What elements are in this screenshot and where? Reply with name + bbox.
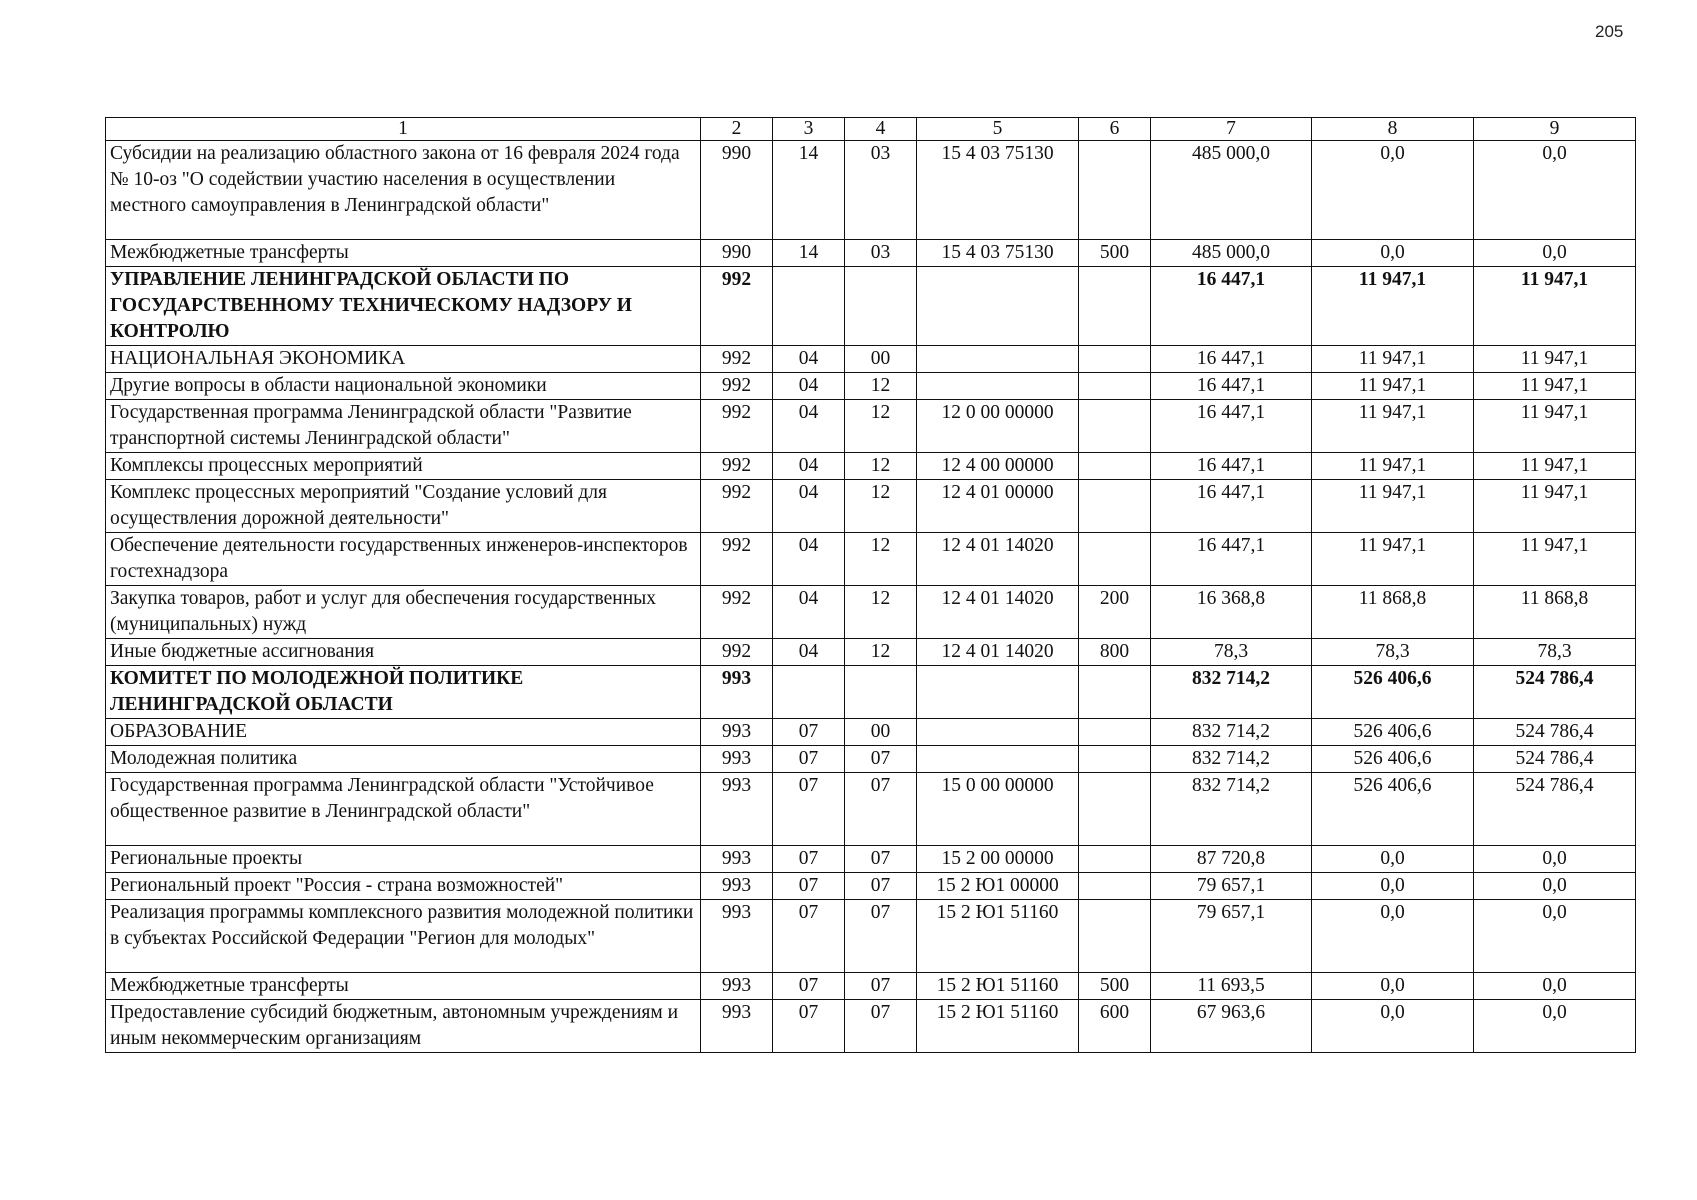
cell-admin-code: 993 (701, 773, 773, 846)
item-name: Субсидии на реализацию областного закона от 16 февраля 2024 года № 10-оз "О содействии участию населения в осуществлении местного самоуправления в Ленинградской области" (106, 141, 701, 240)
cell-amount-col7: 78,3 (1151, 639, 1312, 666)
cell-admin-code: 990 (701, 240, 773, 267)
cell-amount-col9: 11 947,1 (1474, 400, 1636, 453)
table-row (106, 900, 1636, 973)
cell-amount-col7: 485 000,0 (1151, 141, 1312, 240)
cell-section (773, 666, 845, 719)
cell-amount-col9: 0,0 (1474, 900, 1636, 973)
cell-expense-type (1079, 400, 1151, 453)
cell-admin-code: 993 (701, 1000, 773, 1053)
cell-amount-col8: 526 406,6 (1312, 746, 1474, 773)
cell-amount-col8: 526 406,6 (1312, 773, 1474, 846)
page-number: 205 (1595, 22, 1624, 41)
table-row (106, 1000, 1636, 1053)
cell-target-article: 15 2 Ю1 51160 (917, 1000, 1079, 1053)
cell-amount-col9: 11 947,1 (1474, 533, 1636, 586)
item-name: Государственная программа Ленинградской области "Развитие транспортной системы Ленинградской области" (106, 400, 701, 453)
cell-admin-code: 993 (701, 666, 773, 719)
cell-expense-type: 500 (1079, 973, 1151, 1000)
cell-amount-col8: 0,0 (1312, 1000, 1474, 1053)
cell-section (773, 267, 845, 346)
column-header: 7 (1151, 118, 1312, 141)
cell-amount-col7: 16 447,1 (1151, 453, 1312, 480)
cell-amount-col9: 524 786,4 (1474, 746, 1636, 773)
cell-expense-type (1079, 533, 1151, 586)
cell-subsection: 12 (845, 639, 917, 666)
table-row (106, 586, 1636, 639)
cell-subsection (845, 267, 917, 346)
cell-target-article: 12 0 00 00000 (917, 400, 1079, 453)
cell-amount-col7: 11 693,5 (1151, 973, 1312, 1000)
cell-subsection: 12 (845, 373, 917, 400)
column-header: 1 (106, 118, 701, 141)
table-row (106, 719, 1636, 746)
cell-expense-type (1079, 773, 1151, 846)
cell-amount-col7: 16 447,1 (1151, 400, 1312, 453)
cell-amount-col9: 11 947,1 (1474, 480, 1636, 533)
cell-admin-code: 990 (701, 141, 773, 240)
table-row (106, 746, 1636, 773)
cell-expense-type (1079, 480, 1151, 533)
cell-amount-col7: 832 714,2 (1151, 666, 1312, 719)
cell-amount-col7: 87 720,8 (1151, 846, 1312, 873)
cell-admin-code: 992 (701, 267, 773, 346)
cell-amount-col7: 832 714,2 (1151, 719, 1312, 746)
cell-amount-col8: 0,0 (1312, 900, 1474, 973)
cell-target-article (917, 267, 1079, 346)
item-name: Региональные проекты (106, 846, 701, 873)
cell-admin-code: 992 (701, 373, 773, 400)
cell-subsection: 00 (845, 346, 917, 373)
cell-amount-col9: 0,0 (1474, 873, 1636, 900)
cell-section: 07 (773, 719, 845, 746)
table-row (106, 346, 1636, 373)
cell-expense-type (1079, 141, 1151, 240)
cell-amount-col8: 11 947,1 (1312, 400, 1474, 453)
cell-amount-col9: 0,0 (1474, 1000, 1636, 1053)
cell-admin-code: 992 (701, 346, 773, 373)
cell-amount-col7: 16 447,1 (1151, 346, 1312, 373)
item-name: Закупка товаров, работ и услуг для обеспечения государственных (муниципальных) нужд (106, 586, 701, 639)
cell-subsection: 07 (845, 900, 917, 973)
cell-subsection: 03 (845, 141, 917, 240)
table-row (106, 480, 1636, 533)
cell-target-article: 15 4 03 75130 (917, 141, 1079, 240)
cell-admin-code: 993 (701, 873, 773, 900)
item-name: Региональный проект "Россия - страна возможностей" (106, 873, 701, 900)
cell-target-article: 12 4 01 14020 (917, 639, 1079, 666)
cell-amount-col9: 11 868,8 (1474, 586, 1636, 639)
cell-subsection: 07 (845, 1000, 917, 1053)
cell-amount-col9: 524 786,4 (1474, 719, 1636, 746)
budget-table (105, 117, 1636, 1053)
cell-amount-col8: 526 406,6 (1312, 719, 1474, 746)
item-name: Обеспечение деятельности государственных инженеров-инспекторов гостехнадзора (106, 533, 701, 586)
cell-amount-col7: 832 714,2 (1151, 746, 1312, 773)
cell-amount-col9: 78,3 (1474, 639, 1636, 666)
item-name: Иные бюджетные ассигнования (106, 639, 701, 666)
cell-admin-code: 992 (701, 400, 773, 453)
cell-section: 07 (773, 746, 845, 773)
cell-target-article (917, 719, 1079, 746)
cell-amount-col9: 11 947,1 (1474, 373, 1636, 400)
cell-amount-col8: 11 947,1 (1312, 373, 1474, 400)
cell-expense-type (1079, 373, 1151, 400)
cell-amount-col9: 11 947,1 (1474, 453, 1636, 480)
cell-section: 14 (773, 240, 845, 267)
cell-amount-col9: 0,0 (1474, 141, 1636, 240)
cell-section: 04 (773, 480, 845, 533)
item-name: НАЦИОНАЛЬНАЯ ЭКОНОМИКА (106, 346, 701, 373)
cell-expense-type: 800 (1079, 639, 1151, 666)
item-name: Межбюджетные трансферты (106, 973, 701, 1000)
cell-section: 04 (773, 373, 845, 400)
column-header: 5 (917, 118, 1079, 141)
item-name: УПРАВЛЕНИЕ ЛЕНИНГРАДСКОЙ ОБЛАСТИ ПО ГОСУДАРСТВЕННОМУ ТЕХНИЧЕСКОМУ НАДЗОРУ И КОНТРОЛЮ (106, 267, 701, 346)
cell-amount-col8: 0,0 (1312, 973, 1474, 1000)
cell-expense-type (1079, 719, 1151, 746)
cell-amount-col8: 78,3 (1312, 639, 1474, 666)
column-header: 3 (773, 118, 845, 141)
cell-subsection: 07 (845, 973, 917, 1000)
cell-subsection: 12 (845, 533, 917, 586)
cell-admin-code: 992 (701, 533, 773, 586)
cell-target-article: 12 4 01 14020 (917, 586, 1079, 639)
column-header: 4 (845, 118, 917, 141)
table-row (106, 639, 1636, 666)
cell-amount-col7: 16 447,1 (1151, 267, 1312, 346)
cell-target-article (917, 346, 1079, 373)
table-row (106, 773, 1636, 846)
cell-amount-col9: 11 947,1 (1474, 267, 1636, 346)
cell-expense-type: 200 (1079, 586, 1151, 639)
cell-admin-code: 992 (701, 480, 773, 533)
cell-amount-col7: 79 657,1 (1151, 900, 1312, 973)
table-row (106, 973, 1636, 1000)
cell-target-article (917, 666, 1079, 719)
cell-expense-type (1079, 666, 1151, 719)
cell-subsection: 12 (845, 453, 917, 480)
cell-admin-code: 993 (701, 900, 773, 973)
table-row (106, 533, 1636, 586)
cell-amount-col7: 79 657,1 (1151, 873, 1312, 900)
item-name: Реализация программы комплексного развития молодежной политики в субъектах Российской Федерации "Регион для молодых" (106, 900, 701, 973)
cell-expense-type: 500 (1079, 240, 1151, 267)
column-header: 2 (701, 118, 773, 141)
cell-amount-col7: 67 963,6 (1151, 1000, 1312, 1053)
cell-section: 04 (773, 400, 845, 453)
cell-section: 04 (773, 639, 845, 666)
cell-section: 07 (773, 1000, 845, 1053)
cell-amount-col7: 485 000,0 (1151, 240, 1312, 267)
item-name: Комплекс процессных мероприятий "Создание условий для осуществления дорожной деятельности" (106, 480, 701, 533)
item-name: КОМИТЕТ ПО МОЛОДЕЖНОЙ ПОЛИТИКЕ ЛЕНИНГРАДСКОЙ ОБЛАСТИ (106, 666, 701, 719)
table-row (106, 666, 1636, 719)
table-row (106, 846, 1636, 873)
cell-subsection: 07 (845, 746, 917, 773)
table-row (106, 240, 1636, 267)
cell-target-article (917, 746, 1079, 773)
cell-section: 04 (773, 533, 845, 586)
cell-amount-col8: 11 947,1 (1312, 480, 1474, 533)
cell-section: 04 (773, 453, 845, 480)
cell-amount-col8: 526 406,6 (1312, 666, 1474, 719)
cell-amount-col9: 524 786,4 (1474, 666, 1636, 719)
table-row (106, 141, 1636, 240)
item-name: Другие вопросы в области национальной экономики (106, 373, 701, 400)
item-name: Предоставление субсидий бюджетным, автономным учреждениям и иным некоммерческим организациям (106, 1000, 701, 1053)
cell-section: 07 (773, 900, 845, 973)
cell-target-article: 12 4 01 00000 (917, 480, 1079, 533)
cell-admin-code: 992 (701, 453, 773, 480)
column-header: 6 (1079, 118, 1151, 141)
cell-subsection: 12 (845, 480, 917, 533)
cell-section: 07 (773, 773, 845, 846)
cell-amount-col8: 0,0 (1312, 240, 1474, 267)
cell-amount-col8: 0,0 (1312, 873, 1474, 900)
cell-section: 04 (773, 586, 845, 639)
cell-admin-code: 992 (701, 586, 773, 639)
cell-section: 07 (773, 846, 845, 873)
cell-amount-col9: 0,0 (1474, 240, 1636, 267)
cell-target-article: 15 2 00 00000 (917, 846, 1079, 873)
table-body (106, 118, 1636, 1053)
cell-subsection (845, 666, 917, 719)
cell-admin-code: 992 (701, 639, 773, 666)
cell-subsection: 03 (845, 240, 917, 267)
item-name: ОБРАЗОВАНИЕ (106, 719, 701, 746)
table-row (106, 400, 1636, 453)
item-name: Молодежная политика (106, 746, 701, 773)
item-name: Комплексы процессных мероприятий (106, 453, 701, 480)
cell-amount-col8: 0,0 (1312, 141, 1474, 240)
cell-amount-col8: 0,0 (1312, 846, 1474, 873)
cell-amount-col9: 0,0 (1474, 846, 1636, 873)
cell-amount-col8: 11 868,8 (1312, 586, 1474, 639)
cell-amount-col8: 11 947,1 (1312, 453, 1474, 480)
cell-amount-col7: 16 368,8 (1151, 586, 1312, 639)
cell-amount-col8: 11 947,1 (1312, 267, 1474, 346)
cell-target-article: 15 2 Ю1 51160 (917, 900, 1079, 973)
cell-target-article (917, 373, 1079, 400)
cell-expense-type (1079, 900, 1151, 973)
table-row (106, 873, 1636, 900)
cell-subsection: 12 (845, 586, 917, 639)
cell-subsection: 00 (845, 719, 917, 746)
cell-subsection: 07 (845, 873, 917, 900)
cell-section: 07 (773, 873, 845, 900)
column-header: 9 (1474, 118, 1636, 141)
cell-amount-col8: 11 947,1 (1312, 346, 1474, 373)
cell-expense-type (1079, 873, 1151, 900)
item-name: Межбюджетные трансферты (106, 240, 701, 267)
cell-subsection: 12 (845, 400, 917, 453)
column-header: 8 (1312, 118, 1474, 141)
cell-section: 04 (773, 346, 845, 373)
cell-admin-code: 993 (701, 746, 773, 773)
cell-expense-type (1079, 846, 1151, 873)
table-row (106, 453, 1636, 480)
cell-amount-col9: 524 786,4 (1474, 773, 1636, 846)
table-row (106, 267, 1636, 346)
cell-amount-col7: 16 447,1 (1151, 533, 1312, 586)
cell-amount-col7: 832 714,2 (1151, 773, 1312, 846)
cell-expense-type (1079, 453, 1151, 480)
cell-section: 14 (773, 141, 845, 240)
cell-section: 07 (773, 973, 845, 1000)
cell-expense-type: 600 (1079, 1000, 1151, 1053)
cell-target-article: 12 4 01 14020 (917, 533, 1079, 586)
cell-subsection: 07 (845, 773, 917, 846)
cell-expense-type (1079, 746, 1151, 773)
cell-amount-col7: 16 447,1 (1151, 373, 1312, 400)
cell-amount-col9: 11 947,1 (1474, 346, 1636, 373)
cell-expense-type (1079, 346, 1151, 373)
cell-subsection: 07 (845, 846, 917, 873)
cell-expense-type (1079, 267, 1151, 346)
table-row (106, 373, 1636, 400)
cell-admin-code: 993 (701, 973, 773, 1000)
cell-target-article: 15 2 Ю1 00000 (917, 873, 1079, 900)
cell-target-article: 15 0 00 00000 (917, 773, 1079, 846)
cell-amount-col7: 16 447,1 (1151, 480, 1312, 533)
cell-admin-code: 993 (701, 846, 773, 873)
item-name: Государственная программа Ленинградской области "Устойчивое общественное развитие в Ленинградской области" (106, 773, 701, 846)
cell-admin-code: 993 (701, 719, 773, 746)
cell-target-article: 12 4 00 00000 (917, 453, 1079, 480)
cell-target-article: 15 2 Ю1 51160 (917, 973, 1079, 1000)
cell-amount-col8: 11 947,1 (1312, 533, 1474, 586)
table-header-row (106, 118, 1636, 141)
cell-amount-col9: 0,0 (1474, 973, 1636, 1000)
cell-target-article: 15 4 03 75130 (917, 240, 1079, 267)
